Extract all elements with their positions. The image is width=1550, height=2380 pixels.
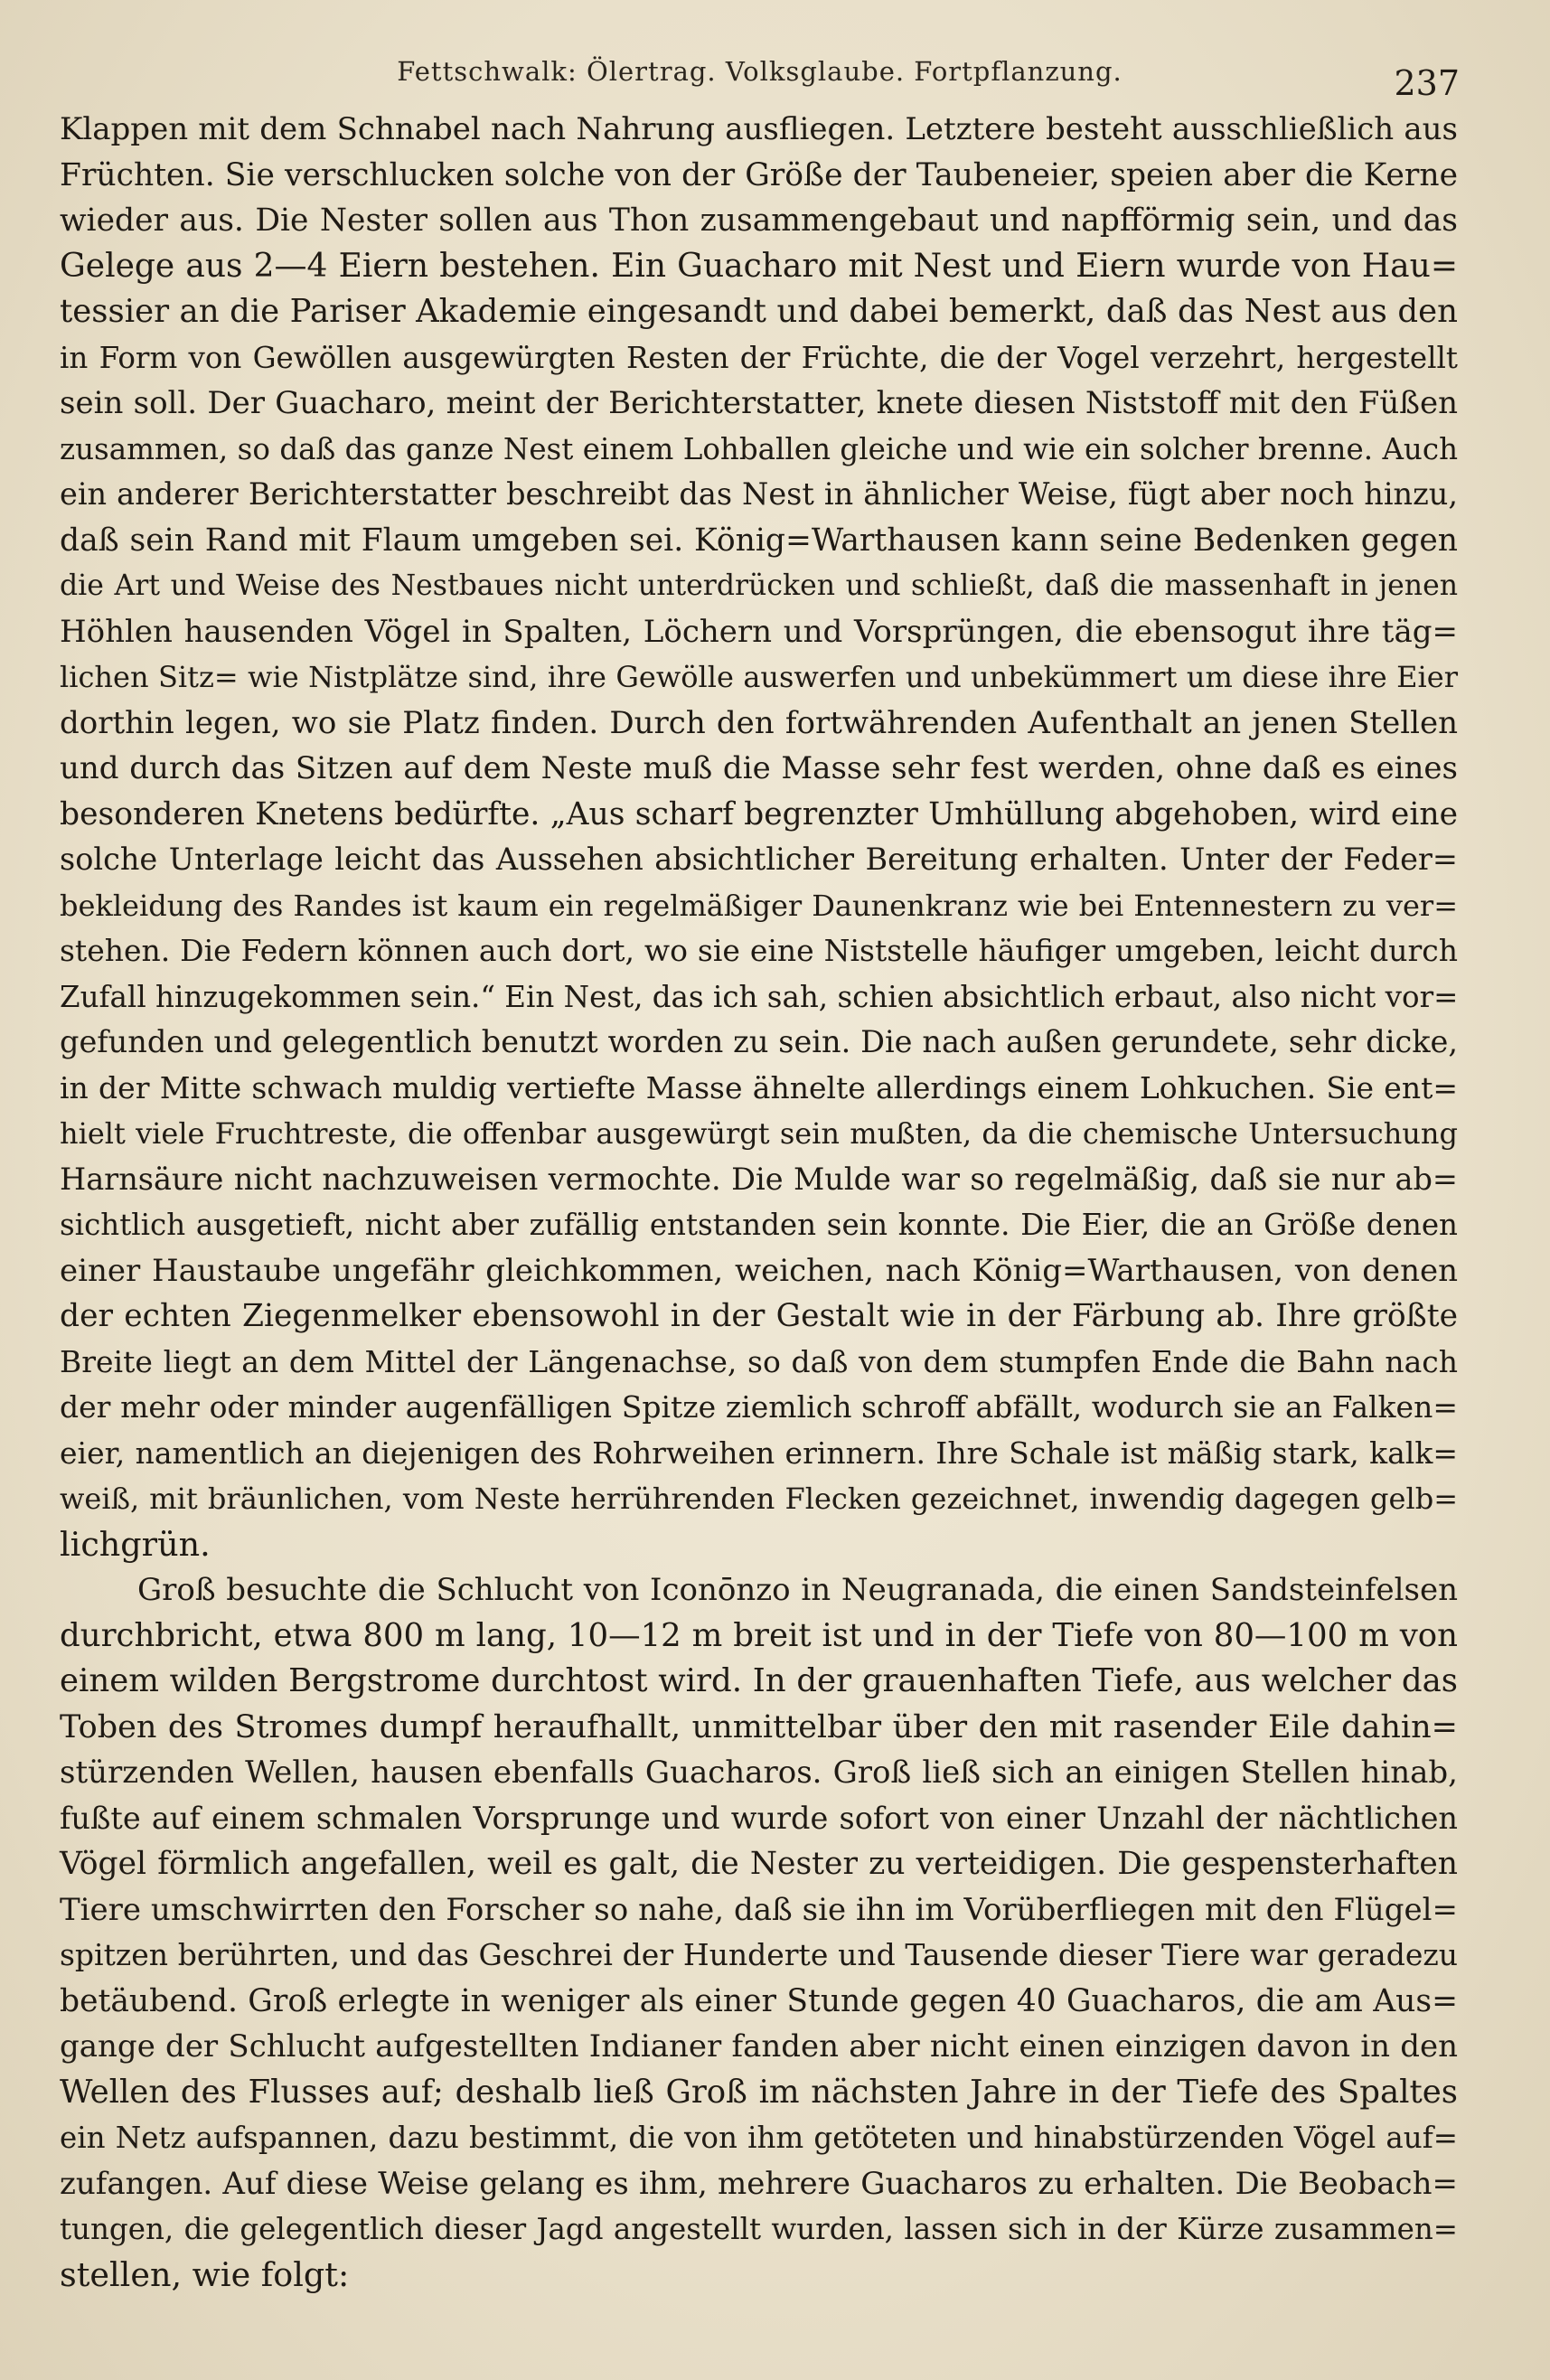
text-line: stellen, wie folgt:	[60, 2254, 350, 2294]
text-line: lichgrün.	[60, 1524, 211, 1564]
text-line: Wellen des Flusses auf; deshalb ließ Groß im nächsten Jahre in der Tiefe des Spaltes	[60, 2073, 1458, 2111]
text-line: Klappen mit dem Schnabel nach Nahrung ausfliegen. Letztere besteht ausschließlich aus	[60, 111, 1458, 147]
text-line: einem wilden Bergstrome durchtost wird. In der grauenhaften Tiefe, aus welcher das	[60, 1662, 1458, 1699]
running-head	[60, 56, 1460, 110]
text-line: zusammen, so daß das ganze Nest einem Lohballen gleiche und wie ein solcher brenne. Auch	[60, 431, 1458, 466]
text-line: der echten Ziegenmelker ebensowohl in der Gestalt wie in der Färbung ab. Ihre größte	[60, 1298, 1458, 1334]
text-line: Gelege aus 2—4 Eiern bestehen. Ein Guacharo mit Nest und Eiern wurde von Hau=	[60, 247, 1458, 285]
text-line: betäubend. Groß erlegte in weniger als einer Stunde gegen 40 Guacharos, die am Aus=	[60, 1982, 1458, 2019]
text-line: Toben des Stromes dumpf heraufhallt, unmittelbar über den mit rasender Eile dahin=	[60, 1708, 1458, 1745]
text-line: wieder aus. Die Nester sollen aus Thon zusammengebaut und napfförmig sein, und das	[60, 202, 1458, 239]
text-line: eier, namentlich an diejenigen des Rohrweihen erinnern. Ihre Schale ist mäßig stark, kalk=	[60, 1435, 1458, 1471]
text-line: besonderen Knetens bedürfte. „Aus scharf begrenzter Umhüllung abgehoben, wird eine	[60, 795, 1458, 833]
text-line: stehen. Die Federn können auch dort, wo sie eine Niststelle häufiger umgeben, leicht durch	[60, 933, 1458, 968]
text-line: solche Unterlage leicht das Aussehen absichtlicher Bereitung erhalten. Unter der Feder=	[60, 842, 1458, 877]
text-line: daß sein Rand mit Flaum umgeben sei. König=Warthausen kann seine Bedenken gegen	[60, 522, 1458, 559]
text-line: durchbricht, etwa 800 m lang, 10—12 m breit ist und in der Tiefe von 80—100 m von	[60, 1616, 1458, 1654]
text-line: sein soll. Der Guacharo, meint der Berichterstatter, knete diesen Niststoff mit den Füßen	[60, 385, 1458, 421]
text-line: Breite liegt an dem Mittel der Längenachse, so daß von dem stumpfen Ende die Bahn nach	[60, 1343, 1458, 1379]
text-line: Höhlen hausenden Vögel in Spalten, Löchern und Vorsprüngen, die ebensogut ihre täg=	[60, 613, 1458, 650]
page-number: 237	[1394, 63, 1460, 103]
text-line: stürzenden Wellen, hausen ebenfalls Guacharos. Groß ließ sich an einigen Stellen hinab,	[60, 1754, 1458, 1791]
text-line: und durch das Sitzen auf dem Neste muß die Masse sehr fest werden, ohne daß es eines	[60, 750, 1458, 786]
text-line: Früchten. Sie verschlucken solche von der Größe der Taubeneier, speien aber die Kerne	[60, 156, 1458, 193]
text-line: gange der Schlucht aufgestellten Indianer fanden aber nicht einen einzigen davon in den	[60, 2028, 1458, 2065]
text-line: Zufall hinzugekommen sein.“ Ein Nest, das ich sah, schien absichtlich erbaut, also nicht vor=	[60, 979, 1459, 1014]
text-line: fußte auf einem schmalen Vorsprunge und wurde sofort von einer Unzahl der nächtlichen	[60, 1800, 1458, 1836]
text-line: Tiere umschwirrten den Forscher so nahe, daß sie ihn im Vorüberfliegen mit den Flügel=	[60, 1891, 1458, 1928]
running-title: Fettschwalk: Ölertrag. Volksglaube. Fortpflanzung.	[397, 56, 1123, 87]
paragraph	[60, 1567, 1458, 2298]
text-line: tungen, die gelegentlich dieser Jagd angestellt wurden, lassen sich in der Kürze zusammen=	[60, 2212, 1458, 2246]
text-line: hielt viele Fruchtreste, die offenbar ausgewürgt sein mußten, da die chemische Untersuchung	[60, 1116, 1458, 1151]
text-line: spitzen berührten, und das Geschrei der Hunderte und Tausende dieser Tiere war geradezu	[60, 1937, 1458, 1972]
body-text	[60, 107, 1458, 2298]
text-line: ein Netz aufspannen, dazu bestimmt, die von ihm getöteten und hinabstürzenden Vögel auf=	[60, 2121, 1458, 2155]
text-line: tessier an die Pariser Akademie eingesandt und dabei bemerkt, daß das Nest aus den	[60, 293, 1458, 330]
text-line: sichtlich ausgetieft, nicht aber zufällig entstanden sein konnte. Die Eier, die an Größe denen	[60, 1208, 1458, 1242]
text-line: bekleidung des Randes ist kaum ein regelmäßiger Daunenkranz wie bei Entennestern zu ver=	[60, 888, 1458, 923]
paragraph	[60, 107, 1458, 1567]
text-line: Groß besuchte die Schlucht von Iconōnzo in Neugranada, die einen Sandsteinfelsen	[137, 1572, 1458, 1608]
text-line: einer Haustaube ungefähr gleichkommen, weichen, nach König=Warthausen, von denen	[60, 1252, 1458, 1289]
text-line: weiß, mit bräunlichen, vom Neste herrührenden Flecken gezeichnet, inwendig dagegen gelb=	[60, 1482, 1458, 1516]
text-line: zufangen. Auf diese Weise gelang es ihm, mehrere Guacharos zu erhalten. Die Beobach=	[60, 2165, 1458, 2202]
text-line: in der Mitte schwach muldig vertiefte Masse ähnelte allerdings einem Lohkuchen. Sie ent=	[60, 1069, 1458, 1105]
text-line: ein anderer Berichterstatter beschreibt das Nest in ähnlicher Weise, fügt aber noch hinzu,	[60, 476, 1458, 512]
text-line: der mehr oder minder augenfälligen Spitze ziemlich schroff abfällt, wodurch sie an Falken=	[60, 1389, 1458, 1425]
text-line: in Form von Gewöllen ausgewürgten Resten der Früchte, die der Vogel verzehrt, hergestellt	[60, 340, 1458, 375]
text-line: Vögel förmlich angefallen, weil es galt, die Nester zu verteidigen. Die gespensterhaften	[60, 1846, 1458, 1882]
text-line: lichen Sitz= wie Nistplätze sind, ihre Gewölle auswerfen und unbekümmert um diese ihre Eier	[60, 660, 1458, 694]
text-line: gefunden und gelegentlich benutzt worden zu sein. Die nach außen gerundete, sehr dicke,	[60, 1024, 1458, 1059]
text-line: dorthin legen, wo sie Platz finden. Durch den fortwährenden Aufenthalt an jenen Stellen	[60, 704, 1458, 741]
text-line: Harnsäure nicht nachzuweisen vermochte. Die Mulde war so regelmäßig, daß sie nur ab=	[60, 1161, 1458, 1197]
text-line: die Art und Weise des Nestbaues nicht unterdrücken und schließt, daß die massenhaft in jenen	[60, 569, 1458, 602]
